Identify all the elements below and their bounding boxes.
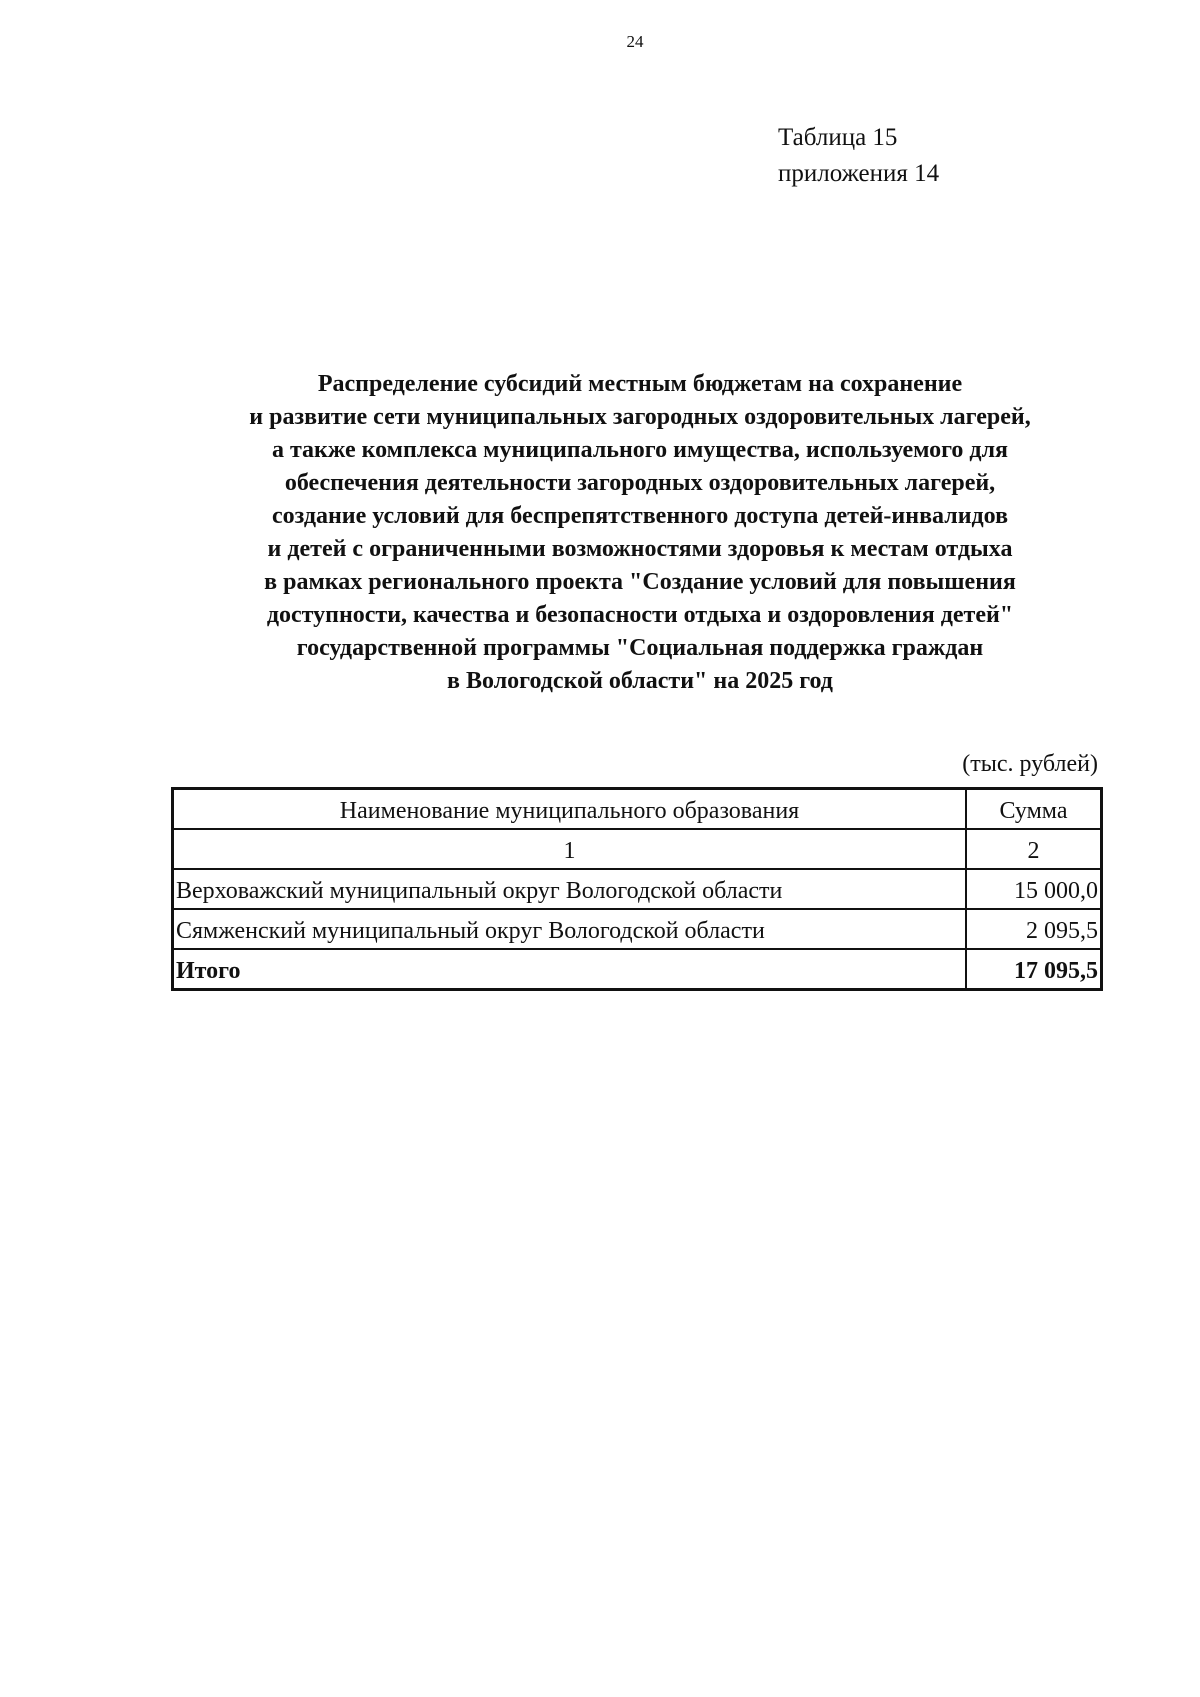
municipality-name: Верховажский муниципальный округ Вологодской области [173,869,967,909]
table-header-row [173,789,1102,830]
title-line: государственной программы "Социальная поддержка граждан [296,635,984,661]
appendix-reference [778,120,939,192]
title-line: обеспечения деятельности загородных оздоровительных лагерей, [284,470,996,496]
column-number-row [173,829,1102,869]
column-number-1: 1 [173,829,967,869]
title-line: Распределение субсидий местным бюджетам на сохранение [317,371,963,397]
table-row [173,909,1102,949]
title-line: в рамках регионального проекта "Создание условий для повышения [264,569,1016,595]
title-line: и развитие сети муниципальных загородных оздоровительных лагерей, [249,404,1031,430]
table-row [173,869,1102,909]
subsidy-amount: 15 000,0 [966,869,1102,909]
total-row [173,949,1102,990]
title-line: и детей с ограниченными возможностями здоровья к местам отдыха [267,536,1013,562]
title-line: создание условий для беспрепятственного доступа детей-инвалидов [271,503,1009,529]
title-line: в Вологодской области" на 2025 год [447,668,833,694]
table-number-label: Таблица 15 [778,124,898,151]
header-amount: Сумма [966,789,1102,830]
total-amount: 17 095,5 [966,949,1102,990]
subsidy-amount: 2 095,5 [966,909,1102,949]
appendix-number-label: приложения 14 [778,160,940,187]
total-label: Итого [173,949,967,990]
document-title [110,368,1170,698]
subsidy-table [171,787,1103,991]
column-number-2: 2 [966,829,1102,869]
units-label: (тыс. рублей) [962,751,1098,777]
page-number: 24 [626,32,644,51]
municipality-name: Сямженский муниципальный округ Вологодской области [173,909,967,949]
title-line: доступности, качества и безопасности отдыха и оздоровления детей" [266,602,1014,628]
title-line: а также комплекса муниципального имущества, используемого для [271,437,1009,463]
header-municipality: Наименование муниципального образования [173,789,967,830]
